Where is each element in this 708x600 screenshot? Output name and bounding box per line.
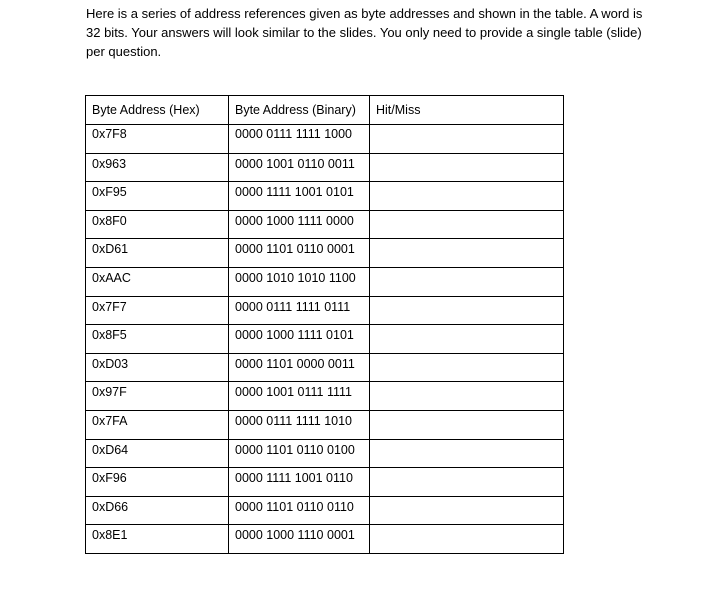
cell-hex: 0xD61 <box>86 239 229 268</box>
cell-hex: 0x97F <box>86 382 229 411</box>
table-row <box>86 153 564 182</box>
cell-hit-miss[interactable] <box>370 153 564 182</box>
cell-hit-miss[interactable] <box>370 239 564 268</box>
table-row <box>86 267 564 296</box>
cell-binary: 0000 0111 1111 1010 <box>229 410 370 439</box>
table-row <box>86 525 564 554</box>
cell-binary: 0000 1101 0110 0100 <box>229 439 370 468</box>
intro-paragraph: Here is a series of address references given as byte addresses and shown in the table. A word is 32 bits. Your answers will look similar to the slides. You only need to provide a single table (slide) per question. <box>86 6 643 59</box>
cell-binary: 0000 1010 1010 1100 <box>229 267 370 296</box>
cell-hit-miss[interactable] <box>370 496 564 525</box>
address-table <box>85 95 564 554</box>
table-row <box>86 210 564 239</box>
cell-binary: 0000 1101 0110 0001 <box>229 239 370 268</box>
table-row <box>86 296 564 325</box>
cell-hit-miss[interactable] <box>370 468 564 497</box>
cell-hex: 0x8F0 <box>86 210 229 239</box>
table-row <box>86 439 564 468</box>
table-row <box>86 325 564 354</box>
cell-hex: 0xD64 <box>86 439 229 468</box>
cell-hex: 0x963 <box>86 153 229 182</box>
cell-hit-miss[interactable] <box>370 210 564 239</box>
cell-hit-miss[interactable] <box>370 353 564 382</box>
cell-hit-miss[interactable] <box>370 410 564 439</box>
cell-binary: 0000 1001 0110 0011 <box>229 153 370 182</box>
cell-binary: 0000 1101 0000 0011 <box>229 353 370 382</box>
cell-binary: 0000 1111 1001 0110 <box>229 468 370 497</box>
cell-hit-miss[interactable] <box>370 382 564 411</box>
cell-hit-miss[interactable] <box>370 296 564 325</box>
table-row <box>86 468 564 497</box>
cell-hex: 0x7F8 <box>86 125 229 154</box>
cell-binary: 0000 1000 1111 0101 <box>229 325 370 354</box>
table-header-row <box>86 96 564 125</box>
cell-hex: 0xD03 <box>86 353 229 382</box>
table-row <box>86 410 564 439</box>
cell-hex: 0x7FA <box>86 410 229 439</box>
table-row <box>86 353 564 382</box>
cell-hit-miss[interactable] <box>370 439 564 468</box>
table-row <box>86 239 564 268</box>
cell-hex: 0x7F7 <box>86 296 229 325</box>
cell-hex: 0xF96 <box>86 468 229 497</box>
table-body <box>86 125 564 554</box>
table-row <box>86 125 564 154</box>
cell-binary: 0000 0111 1111 0111 <box>229 296 370 325</box>
cell-hit-miss[interactable] <box>370 525 564 554</box>
cell-binary: 0000 1111 1001 0101 <box>229 182 370 211</box>
header-hit-miss: Hit/Miss <box>370 96 564 125</box>
cell-binary: 0000 1000 1111 0000 <box>229 210 370 239</box>
header-binary: Byte Address (Binary) <box>229 96 370 125</box>
cell-hex: 0x8F5 <box>86 325 229 354</box>
cell-hit-miss[interactable] <box>370 267 564 296</box>
cell-binary: 0000 0111 1111 1000 <box>229 125 370 154</box>
table-row <box>86 382 564 411</box>
cell-binary: 0000 1000 1110 0001 <box>229 525 370 554</box>
table-row <box>86 496 564 525</box>
header-hex: Byte Address (Hex) <box>86 96 229 125</box>
cell-binary: 0000 1101 0110 0110 <box>229 496 370 525</box>
cell-hit-miss[interactable] <box>370 125 564 154</box>
cell-hit-miss[interactable] <box>370 182 564 211</box>
cell-hex: 0xAAC <box>86 267 229 296</box>
cell-hex: 0xD66 <box>86 496 229 525</box>
cell-binary: 0000 1001 0111 1111 <box>229 382 370 411</box>
table-row <box>86 182 564 211</box>
cell-hex: 0x8E1 <box>86 525 229 554</box>
cell-hex: 0xF95 <box>86 182 229 211</box>
cell-hit-miss[interactable] <box>370 325 564 354</box>
